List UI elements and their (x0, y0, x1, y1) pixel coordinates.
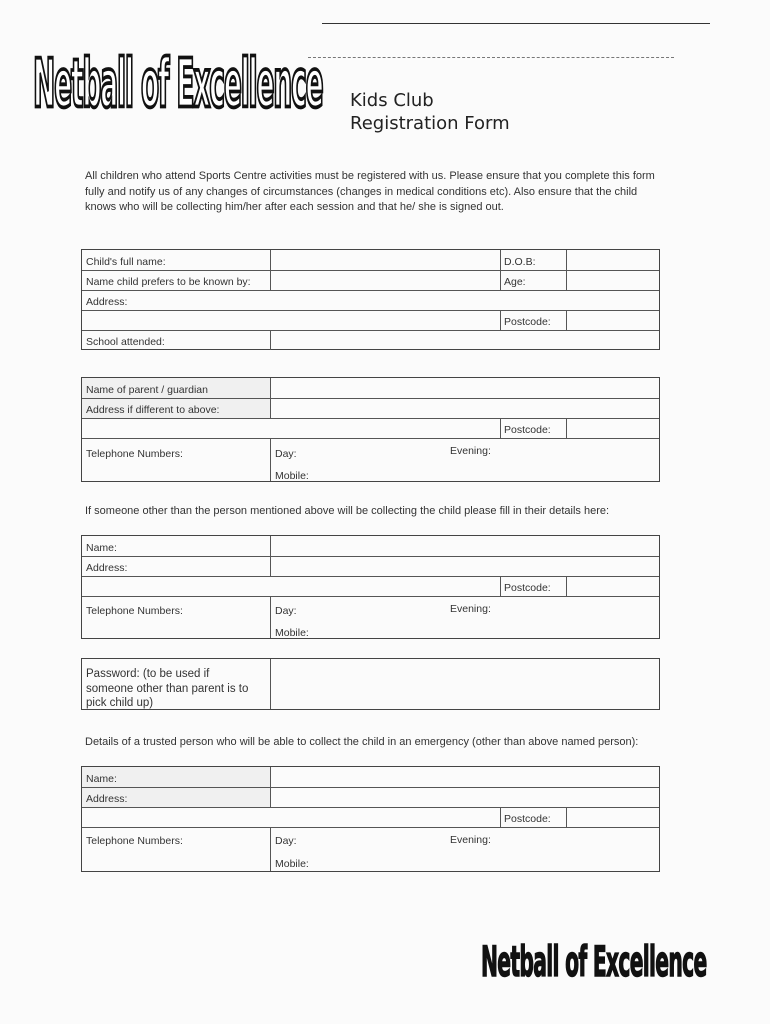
trusted-address-field[interactable] (271, 787, 659, 807)
intro-paragraph: All children who attend Sports Centre activities must be registered with us. Please ensure that you complete this form fully and notify us of any changes of circumstances (changes in medical conditions etc). Also ensure that the child knows who will be collecting him/her after each session and that he/ she is signed out. (85, 170, 655, 213)
trusted-postcode-label: Postcode: (504, 813, 551, 825)
trusted-name-label: Name: (86, 773, 117, 785)
trusted-address-line2-field[interactable] (82, 807, 500, 827)
school-label: School attended: (86, 336, 165, 348)
known-by-label: Name child prefers to be known by: (86, 276, 251, 288)
child-full-name-label: Child's full name: (86, 256, 166, 268)
collector-day-label[interactable]: Day: (275, 605, 297, 617)
child-address-field[interactable] (82, 310, 500, 330)
netball-of-excellence-footer-logo: Netball of Excellence (481, 936, 707, 986)
title-line-2: Registration Form (350, 113, 510, 134)
trusted-intro-paragraph: Details of a trusted person who will be able to collect the child in an emergency (other than above named person): (85, 736, 639, 748)
collector-evening-label[interactable]: Evening: (450, 603, 491, 615)
child-full-name-field[interactable] (271, 250, 500, 270)
title-line-1: Kids Club (350, 90, 434, 111)
trusted-telephone-label: Telephone Numbers: (86, 835, 183, 847)
collector-postcode-field[interactable] (567, 576, 659, 596)
child-postcode-field[interactable] (567, 310, 659, 330)
child-postcode-label: Postcode: (504, 316, 551, 328)
collector-address-label: Address: (86, 562, 128, 574)
parent-name-label: Name of parent / guardian (86, 384, 208, 396)
age-label: Age: (504, 276, 526, 288)
trusted-name-field[interactable] (271, 767, 659, 787)
parent-telephone-label: Telephone Numbers: (86, 448, 183, 460)
trusted-person-table (81, 766, 660, 872)
dob-field[interactable] (567, 250, 659, 270)
collector-telephone-label: Telephone Numbers: (86, 605, 183, 617)
collector-name-label: Name: (86, 542, 117, 554)
collector-mobile-label[interactable]: Mobile: (275, 627, 309, 639)
password-label: Password: (to be used if someone other than parent is to pick child up) (86, 668, 249, 709)
parent-mobile-label[interactable]: Mobile: (275, 470, 309, 482)
netball-of-excellence-logo: Netball of Excellence (33, 45, 323, 124)
top-rule (322, 23, 710, 24)
collector-address-line2-field[interactable] (82, 576, 500, 596)
parent-postcode-field[interactable] (567, 418, 659, 438)
collector-details-table (81, 535, 660, 639)
trusted-mobile-label[interactable]: Mobile: (275, 858, 309, 870)
collector-intro-paragraph: If someone other than the person mentioned above will be collecting the child please fill in their details here: (85, 505, 610, 517)
trusted-postcode-field[interactable] (567, 807, 659, 827)
parent-name-field[interactable] (271, 378, 659, 398)
form-title (350, 89, 510, 135)
trusted-day-label[interactable]: Day: (275, 835, 297, 847)
parent-evening-label[interactable]: Evening: (450, 445, 491, 457)
top-dashed-rule (308, 57, 674, 58)
dob-label: D.O.B: (504, 256, 536, 268)
parent-address-label: Address if different to above: (86, 404, 220, 416)
collector-name-field[interactable] (271, 536, 659, 556)
child-details-table (81, 249, 660, 350)
parent-postcode-label: Postcode: (504, 424, 551, 436)
school-field[interactable] (271, 330, 659, 350)
child-address-label: Address: (86, 296, 128, 308)
age-field[interactable] (567, 270, 659, 290)
collector-postcode-label: Postcode: (504, 582, 551, 594)
parent-day-label[interactable]: Day: (275, 448, 297, 460)
trusted-address-label: Address: (86, 793, 128, 805)
parent-details-table (81, 377, 660, 482)
collector-address-field[interactable] (271, 556, 659, 576)
password-field[interactable] (271, 659, 659, 709)
known-by-field[interactable] (271, 270, 500, 290)
parent-address-line2-field[interactable] (82, 418, 500, 438)
password-table (81, 658, 660, 710)
parent-address-field[interactable] (271, 398, 659, 418)
trusted-evening-label[interactable]: Evening: (450, 834, 491, 846)
